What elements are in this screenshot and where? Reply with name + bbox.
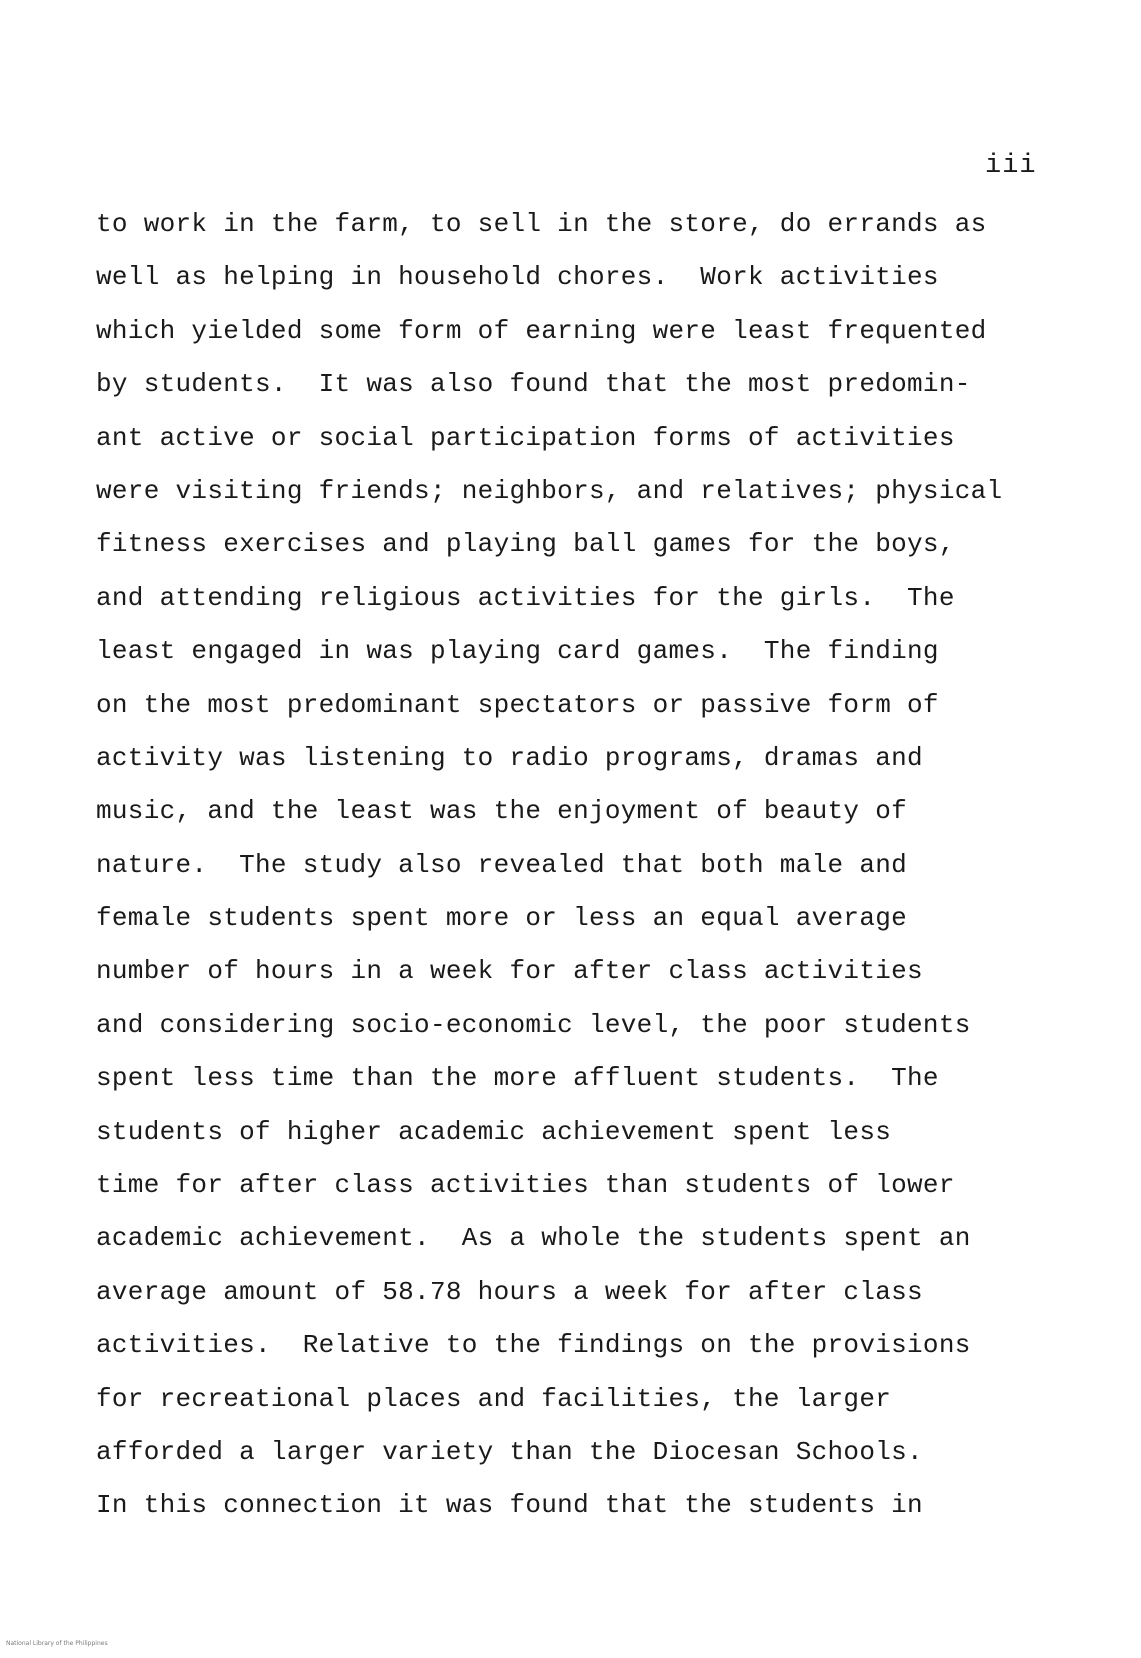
text-line: students of higher academic achievement spent less bbox=[96, 1116, 892, 1147]
text-line: fitness exercises and playing ball games for the boys, bbox=[96, 529, 955, 560]
text-line: and attending religious activities for the girls. The bbox=[96, 582, 955, 613]
text-line: were visiting friends; neighbors, and relatives; physical bbox=[96, 475, 1003, 506]
body-paragraph bbox=[96, 198, 1076, 1533]
text-line: and considering socio-economic level, the poor students bbox=[96, 1009, 971, 1040]
text-line: activities. Relative to the findings on the provisions bbox=[96, 1330, 971, 1361]
text-line: least engaged in was playing card games. The finding bbox=[96, 636, 939, 667]
text-line: music, and the least was the enjoyment of beauty of bbox=[96, 796, 908, 827]
text-line: well as helping in household chores. Work activities bbox=[96, 262, 939, 293]
text-line: academic achievement. As a whole the students spent an bbox=[96, 1223, 971, 1254]
text-line: In this connection it was found that the students in bbox=[96, 1490, 923, 1521]
page-number: iii bbox=[985, 151, 1037, 181]
text-line: spent less time than the more affluent students. The bbox=[96, 1063, 939, 1094]
text-line: average amount of 58.78 hours a week for after class bbox=[96, 1276, 923, 1307]
text-line: ant active or social participation forms of activities bbox=[96, 422, 955, 453]
text-line: for recreational places and facilities, the larger bbox=[96, 1383, 892, 1414]
text-line: on the most predominant spectators or passive form of bbox=[96, 689, 939, 720]
text-line: number of hours in a week for after class activities bbox=[96, 956, 923, 987]
text-line: time for after class activities than students of lower bbox=[96, 1170, 955, 1201]
text-line: female students spent more or less an equal average bbox=[96, 903, 908, 934]
text-line: to work in the farm, to sell in the store, do errands as bbox=[96, 209, 987, 239]
text-line: by students. It was also found that the most predomin- bbox=[96, 369, 971, 400]
text-line: which yielded some form of earning were least frequented bbox=[96, 315, 987, 346]
text-line: nature. The study also revealed that both male and bbox=[96, 849, 908, 880]
text-line: activity was listening to radio programs, dramas and bbox=[96, 742, 923, 773]
scan-footer-note: National Library of the Philippines bbox=[6, 1640, 108, 1647]
text-line: afforded a larger variety than the Diocesan Schools. bbox=[96, 1436, 923, 1467]
